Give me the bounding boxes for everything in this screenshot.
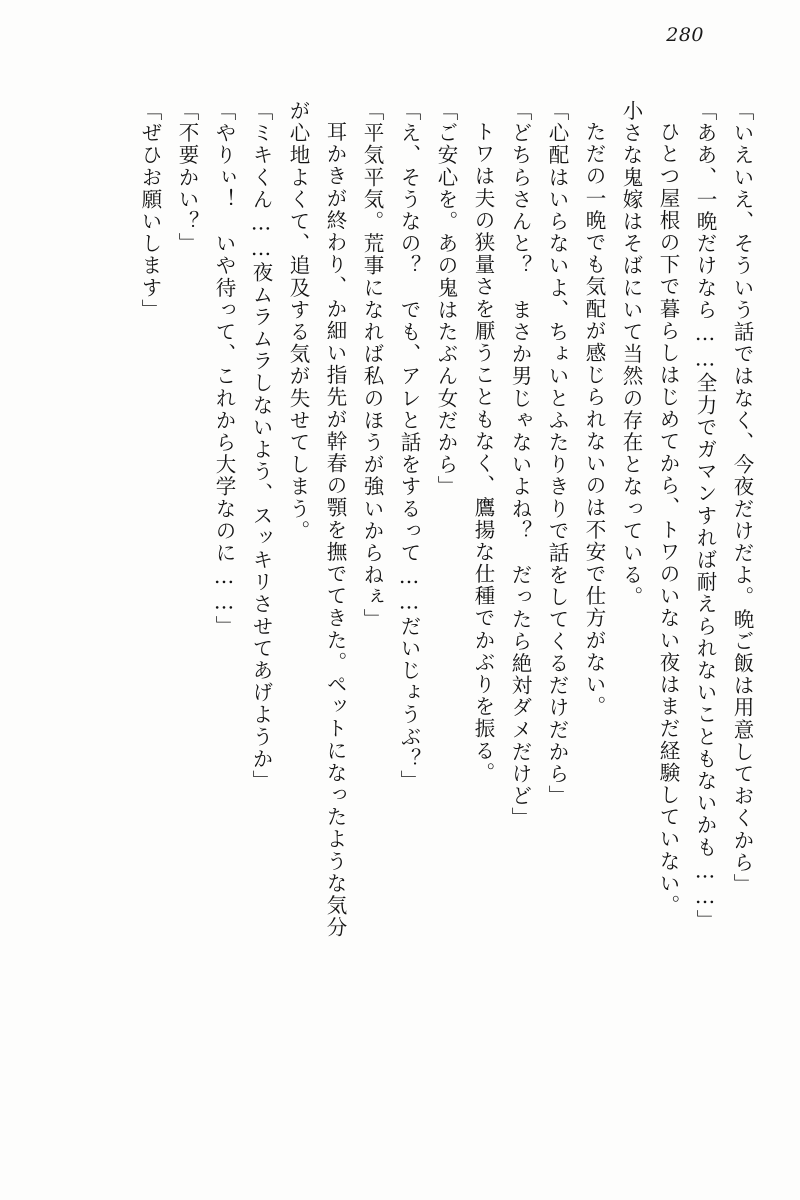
text-line: ひとつ屋根の下で暮らしはじめてから、トワのいない夜はまだ経験していない。 [656,121,680,917]
page-number: 280 [666,24,704,46]
text-line: 「心配はいらないよ、ちょいとふたりきりで話をしてくるだけだから」 [545,100,569,808]
text-line: 「ご安心を。あの鬼はたぶん女だから」 [434,100,458,498]
text-line: 「ああ、一晩だけなら……全力でガマンすれば耐えられないこともないかも……」 [693,100,717,932]
text-line: 「不要かい？」 [175,100,199,255]
text-line: 「いえいえ、そういう話ではなく、今夜だけだよ。晩ご飯は用意しておくから」 [730,100,754,896]
text-line: 耳かきが終わり、か細い指先が幹春の顎を撫でてきた。ペットになったような気分 [323,121,347,939]
text-line: 小さな鬼嫁はそばにいて当然の存在となっている。 [619,100,643,609]
text-line: 「どちらさんと？ まさか男じゃないよね？ だったら絶対ダメだけど」 [508,100,532,830]
text-line: 「え、そうなの？ でも、アレと話をするって……だいじょうぶ？」 [397,100,421,793]
text-line: 「ミキくん……夜ムラムラしないよう、スッキリさせてあげようか」 [249,100,273,793]
vertical-text-body [48,100,752,1140]
text-line: 「平気平気。荒事になれば私のほうが強いからねぇ」 [360,100,384,631]
text-line: 「ぜひお願いします」 [138,100,162,321]
text-line: トワは夫の狭量さを厭うこともなく、鷹揚な仕種でかぶりを振る。 [471,121,495,784]
text-line: が心地よくて、追及する気が失せてしまう。 [286,100,310,542]
text-line: 「やりぃ！ いや待って、これから大学なのに……」 [212,100,236,638]
text-line: ただの一晩でも気配が感じられないのは不安で仕方がない。 [582,121,606,718]
